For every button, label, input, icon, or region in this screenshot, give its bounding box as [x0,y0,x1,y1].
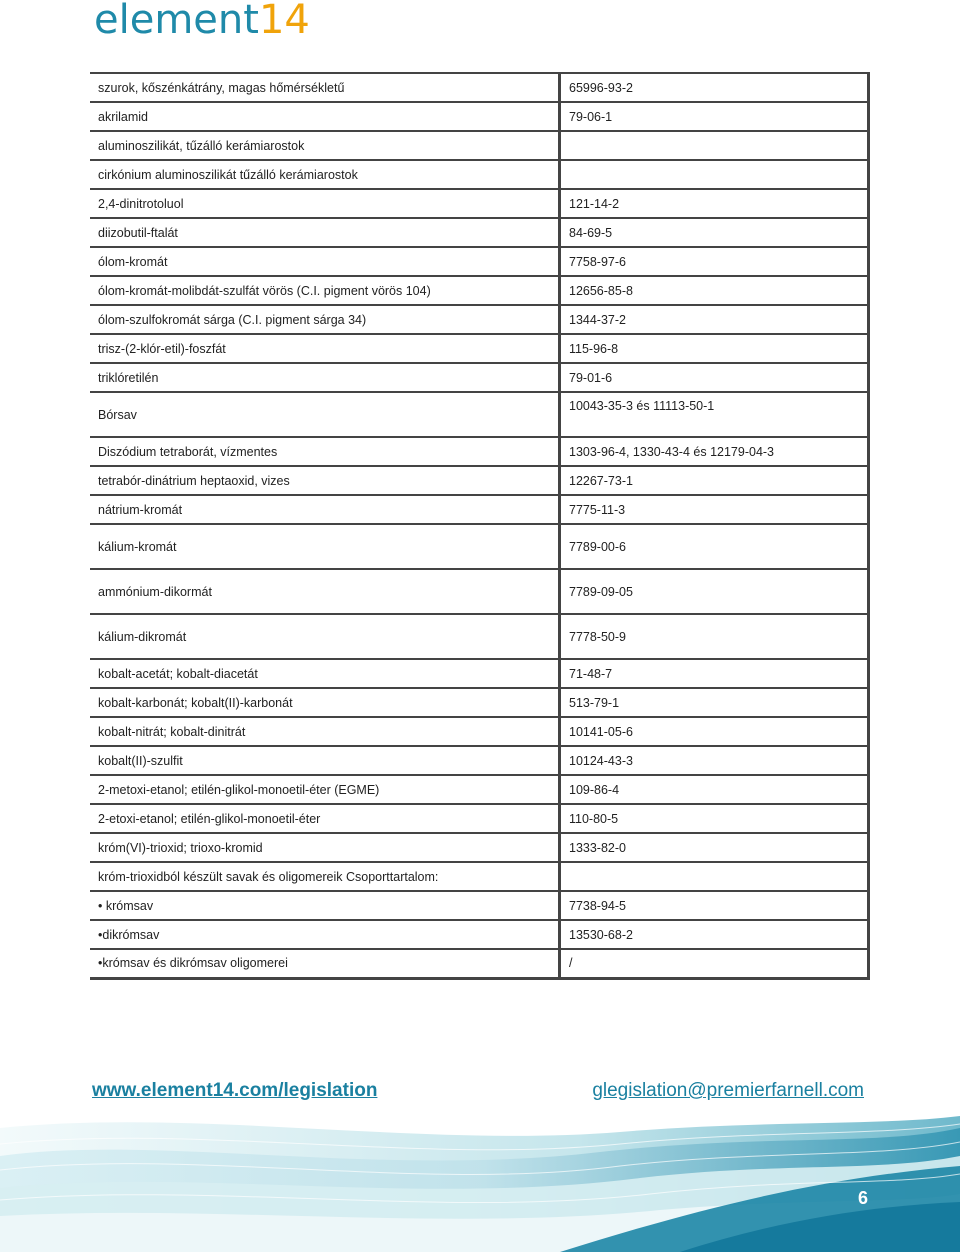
substance-name: kobalt(II)-szulfit [90,746,560,775]
email-link[interactable]: glegislation@premierfarnell.com [592,1080,864,1101]
cas-number: 109-86-4 [560,775,869,804]
table-row [90,102,869,131]
website-link[interactable]: www.element14.com/legislation [92,1080,378,1101]
substance-name: ammónium-dikormát [90,569,560,614]
element14-logo [94,0,310,48]
cas-number: 79-01-6 [560,363,869,392]
logo-text: element [94,0,259,43]
cas-number: 12656-85-8 [560,276,869,305]
footer-wave-decoration [0,1108,960,1252]
substance-name: diizobutil-ftalát [90,218,560,247]
cas-number: 121-14-2 [560,189,869,218]
table-row [90,160,869,189]
cas-number: 1303-96-4, 1330-43-4 és 12179-04-3 [560,437,869,466]
substance-name: akrilamid [90,102,560,131]
substance-name: ólom-szulfokromát sárga (C.I. pigment sárga 34) [90,305,560,334]
table-row [90,437,869,466]
substance-name: aluminoszilikát, tűzálló kerámiarostok [90,131,560,160]
substance-name: kálium-dikromát [90,614,560,659]
table-row [90,659,869,688]
substance-name: króm-trioxidból készült savak és oligomereik Csoporttartalom: [90,862,560,891]
footer-links [92,1080,864,1106]
substance-name: Bórsav [90,392,560,437]
table-row [90,218,869,247]
substance-name: Diszódium tetraborát, vízmentes [90,437,560,466]
table-row [90,891,869,920]
substance-name: tetrabór-dinátrium heptaoxid, vizes [90,466,560,495]
table-row [90,276,869,305]
substance-name: •krómsav és dikrómsav oligomerei [90,949,560,978]
table-row [90,189,869,218]
table-row [90,775,869,804]
substance-name: 2-metoxi-etanol; etilén-glikol-monoetil-éter (EGME) [90,775,560,804]
substance-name: szurok, kőszénkátrány, magas hőmérsékletű [98,80,345,95]
table-row [90,131,869,160]
logo-number: 14 [258,0,310,43]
cas-number: 71-48-7 [560,659,869,688]
cas-number: 1344-37-2 [560,305,869,334]
cas-number: 513-79-1 [560,688,869,717]
substance-table [90,72,870,980]
cas-number: 7775-11-3 [560,495,869,524]
table-row [90,495,869,524]
table-row [90,247,869,276]
table-row [90,862,869,891]
cas-number: 10124-43-3 [560,746,869,775]
substance-name: ólom-kromát [90,247,560,276]
table-row [90,717,869,746]
table-row [90,614,869,659]
substance-name: kálium-kromát [90,524,560,569]
cas-number: 7758-97-6 [560,247,869,276]
table-row [90,688,869,717]
substance-name: cirkónium aluminoszilikát tűzálló kerámiarostok [90,160,560,189]
table-row [90,949,869,978]
cas-number: 7778-50-9 [560,614,869,659]
substance-name: • krómsav [90,891,560,920]
page-number: 6 [857,1188,868,1208]
substance-name: nátrium-kromát [90,495,560,524]
cas-number: 110-80-5 [560,804,869,833]
table-row [90,73,869,102]
substance-name: króm(VI)-trioxid; trioxo-kromid [90,833,560,862]
table-row [90,392,869,437]
cas-number [560,160,869,189]
substance-name: 2,4-dinitrotoluol [90,189,560,218]
substance-name: trisz-(2-klór-etil)-foszfát [90,334,560,363]
cas-number: 10141-05-6 [560,717,869,746]
cas-number: 84-69-5 [560,218,869,247]
substance-name: triklóretilén [90,363,560,392]
table-row [90,833,869,862]
substance-name: •dikrómsav [90,920,560,949]
substance-name: kobalt-nitrát; kobalt-dinitrát [90,717,560,746]
cas-number: 12267-73-1 [560,466,869,495]
cas-number: 10043-35-3 és 11113-50-1 [560,392,869,437]
table-row [90,466,869,495]
table-row [90,804,869,833]
cas-number: 115-96-8 [560,334,869,363]
table-row [90,305,869,334]
cas-number: 79-06-1 [560,102,869,131]
cas-number: 65996-93-2 [560,73,869,102]
cas-number [560,862,869,891]
table-row [90,363,869,392]
cas-number [560,131,869,160]
table-row [90,920,869,949]
cas-number: 7789-00-6 [560,524,869,569]
table-row [90,524,869,569]
cas-number: 7738-94-5 [560,891,869,920]
cas-number: 1333-82-0 [560,833,869,862]
substance-name: 2-etoxi-etanol; etilén-glikol-monoetil-éter [90,804,560,833]
table-row [90,334,869,363]
table-row [90,569,869,614]
table-row [90,746,869,775]
cas-number: / [560,949,869,978]
cas-number: 13530-68-2 [560,920,869,949]
substance-name: ólom-kromát-molibdát-szulfát vörös (C.I. pigment vörös 104) [90,276,560,305]
substance-name: kobalt-karbonát; kobalt(II)-karbonát [90,688,560,717]
substance-name: kobalt-acetát; kobalt-diacetát [90,659,560,688]
cas-number: 7789-09-05 [560,569,869,614]
